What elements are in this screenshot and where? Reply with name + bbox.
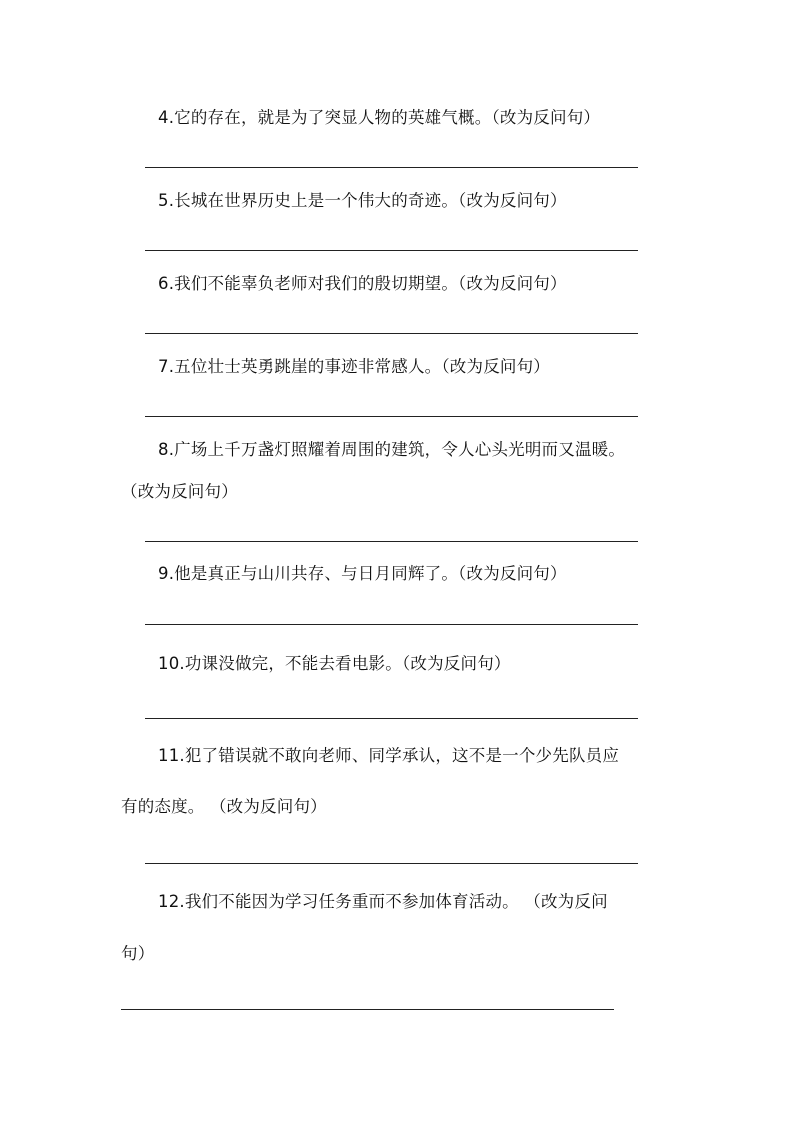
question-8-text-cont: （改为反问句） <box>121 482 238 501</box>
question-12-text-cont: 句） <box>121 944 155 963</box>
question-8-text: 8.广场上千万盏灯照耀着周围的建筑，令人心头光明而又温暖。 <box>158 440 626 459</box>
question-5-text: 5.长城在世界历史上是一个伟大的奇迹。（改为反问句） <box>158 191 567 210</box>
question-11-text-cont: 有的态度。 （改为反问句） <box>121 797 327 816</box>
question-9-text: 9.他是真正与山川共存、与日月同辉了。（改为反问句） <box>158 564 567 583</box>
answer-line-8[interactable] <box>145 541 638 542</box>
answer-line-7[interactable] <box>145 416 638 417</box>
answer-line-12[interactable] <box>121 1009 614 1010</box>
answer-line-5[interactable] <box>145 250 638 251</box>
question-11-text: 11.犯了错误就不敢向老师、同学承认，这不是一个少先队员应 <box>158 746 620 765</box>
question-4-text: 4.它的存在，就是为了突显人物的英雄气概。（改为反问句） <box>158 108 601 127</box>
question-6-text: 6.我们不能辜负老师对我们的殷切期望。（改为反问句） <box>158 274 567 293</box>
question-7-text: 7.五位壮士英勇跳崖的事迹非常感人。（改为反问句） <box>158 357 550 376</box>
answer-line-6[interactable] <box>145 333 638 334</box>
answer-line-4[interactable] <box>145 167 638 168</box>
question-12-text: 12.我们不能因为学习任务重而不参加体育活动。 （改为反问 <box>158 892 608 911</box>
answer-line-10[interactable] <box>145 718 638 719</box>
answer-line-11[interactable] <box>145 863 638 864</box>
question-10-text: 10.功课没做完，不能去看电影。（改为反问句） <box>158 654 511 673</box>
answer-line-9[interactable] <box>145 624 638 625</box>
